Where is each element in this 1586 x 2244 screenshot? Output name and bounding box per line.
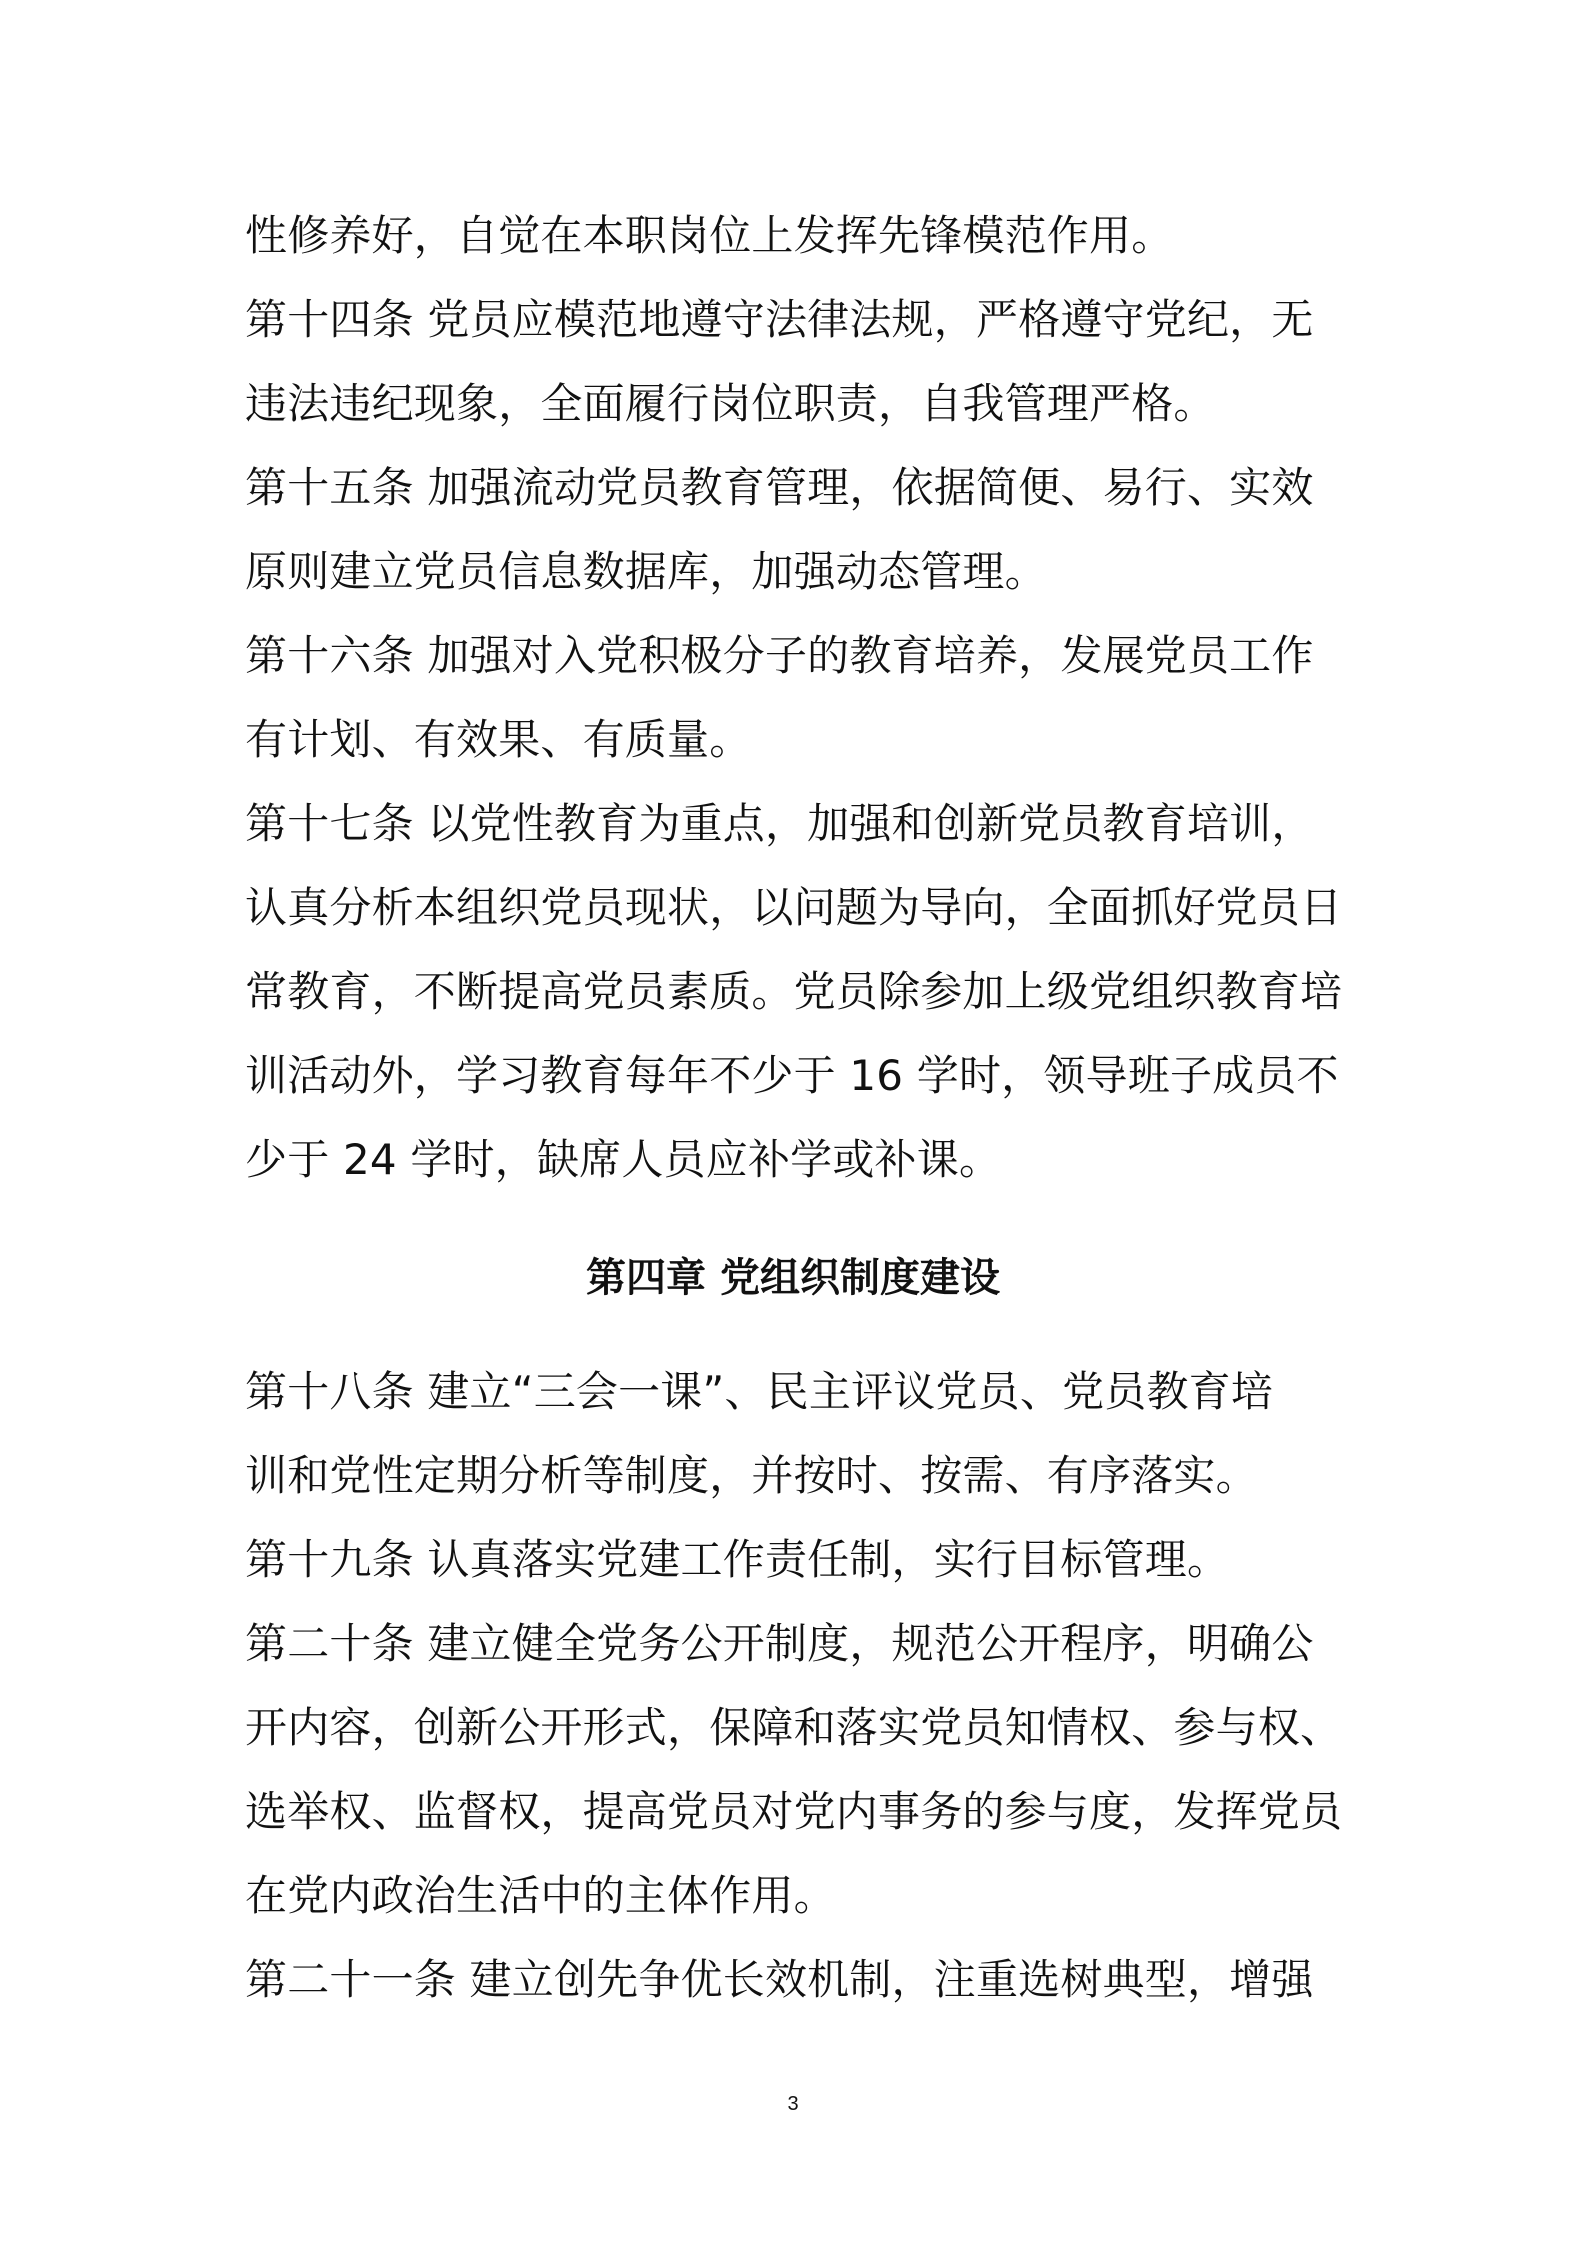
text-line: 少于 24 学时，缺席人员应补学或补课。 (245, 1135, 1002, 1184)
text-line: 第十四条 党员应模范地遵守法律法规，严格遵守党纪，无 (245, 295, 1314, 344)
text-line: 有计划、有效果、有质量。 (245, 715, 752, 764)
text-line: 选举权、监督权，提高党员对党内事务的参与度，发挥党员 (245, 1787, 1343, 1836)
text-line: 常教育，不断提高党员素质。党员除参加上级党组织教育培 (245, 967, 1343, 1016)
text-line: 第十八条 建立“三会一课”、民主评议党员、党员教育培 (245, 1367, 1274, 1416)
text-line: 开内容，创新公开形式，保障和落实党员知情权、参与权、 (245, 1703, 1343, 1752)
chapter-title: 第四章 党组织制度建设 (586, 1255, 1000, 1301)
text-line: 违法违纪现象，全面履行岗位职责，自我管理严格。 (245, 379, 1216, 428)
text-line: 第十七条 以党性教育为重点，加强和创新党员教育培训， (245, 799, 1314, 848)
text-line: 第二十一条 建立创先争优长效机制，注重选树典型，增强 (245, 1955, 1314, 2004)
page-number: 3 (787, 2093, 799, 2115)
text-line: 第十五条 加强流动党员教育管理，依据简便、易行、实效 (245, 463, 1314, 512)
text-line: 性修养好，自觉在本职岗位上发挥先锋模范作用。 (245, 211, 1174, 260)
text-line: 训和党性定期分析等制度，并按时、按需、有序落实。 (245, 1451, 1258, 1500)
text-line: 原则建立党员信息数据库，加强动态管理。 (245, 547, 1047, 596)
text-line: 第十九条 认真落实党建工作责任制，实行目标管理。 (245, 1535, 1230, 1584)
text-line: 第十六条 加强对入党积极分子的教育培养，发展党员工作 (245, 631, 1314, 680)
text-line: 在党内政治生活中的主体作用。 (245, 1871, 836, 1920)
text-line: 认真分析本组织党员现状，以问题为导向，全面抓好党员日 (245, 883, 1343, 932)
text-line: 训活动外，学习教育每年不少于 16 学时，领导班子成员不 (245, 1051, 1339, 1100)
text-line: 第二十条 建立健全党务公开制度，规范公开程序，明确公 (245, 1619, 1314, 1668)
